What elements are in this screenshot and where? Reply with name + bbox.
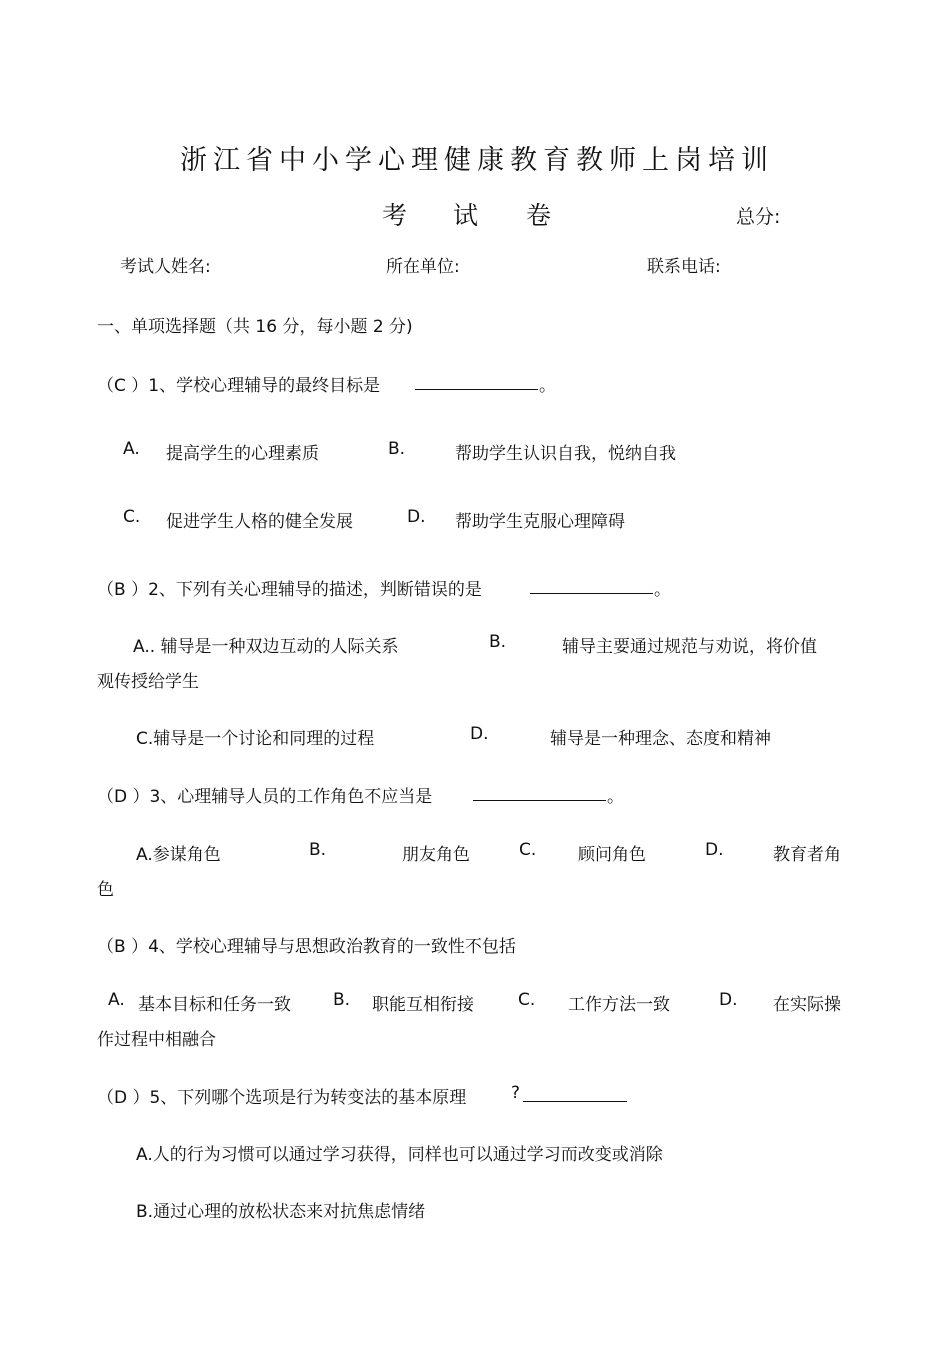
- q4-option-d-letter: D.: [719, 990, 738, 1010]
- question-1-end: 。: [539, 376, 556, 396]
- q2-option-b-wrap: 观传授给学生: [97, 672, 199, 692]
- question-1-blank: [415, 375, 538, 390]
- q1-option-b-text: 帮助学生认识自我，悦纳自我: [455, 444, 676, 464]
- q5-option-a: A.人的行为习惯可以通过学习获得，同样也可以通过学习而改变或消除: [136, 1145, 663, 1165]
- q2-option-d-letter: D.: [470, 724, 489, 744]
- q5-option-b: B.通过心理的放松状态来对抗焦虑情绪: [136, 1202, 426, 1222]
- question-3-stem: （D ）3、心理辅导人员的工作角色不应当是: [97, 787, 433, 807]
- q3-option-a: A.参谋角色: [136, 845, 221, 865]
- total-score-label: 总分:: [736, 206, 781, 228]
- q1-option-d-letter: D.: [407, 507, 426, 527]
- subtitle-char-1: 考: [382, 201, 408, 230]
- question-3-blank: [473, 786, 606, 801]
- q1-option-b-letter: B.: [388, 439, 406, 459]
- q3-option-b-letter: B.: [309, 840, 327, 860]
- q2-option-b-text: 辅导主要通过规范与劝说，将价值: [562, 637, 817, 657]
- page-title: 浙江省中小学心理健康教育教师上岗培训: [180, 145, 774, 176]
- q1-option-c-letter: C.: [123, 507, 141, 527]
- q4-option-d-text: 在实际操: [773, 995, 841, 1015]
- q4-option-a-text: 基本目标和任务一致: [138, 995, 291, 1015]
- question-3-end: 。: [607, 787, 624, 807]
- q3-option-d-letter: D.: [705, 840, 724, 860]
- q1-option-a-text: 提高学生的心理素质: [166, 444, 319, 464]
- q1-option-a-letter: A.: [123, 439, 140, 459]
- subtitle-char-3: 卷: [526, 201, 552, 230]
- question-4-stem: （B ）4、学校心理辅导与思想政治教育的一致性不包括: [97, 937, 516, 957]
- q3-option-d-wrap: 色: [97, 880, 114, 900]
- q1-option-d-text: 帮助学生克服心理障碍: [455, 512, 625, 532]
- q4-option-b-text: 职能互相衔接: [372, 995, 474, 1015]
- q2-option-b-letter: B.: [489, 632, 507, 652]
- subtitle-char-2: 试: [453, 201, 479, 230]
- question-2-blank: [530, 579, 653, 594]
- question-2-end: 。: [654, 580, 671, 600]
- q1-option-c-text: 促进学生人格的健全发展: [166, 512, 353, 532]
- q3-option-b-text: 朋友角色: [402, 845, 470, 865]
- section-heading: 一、单项选择题（共 16 分，每小题 2 分): [97, 317, 413, 337]
- question-1-stem: （C ）1、学校心理辅导的最终目标是: [97, 376, 381, 396]
- q2-option-a: A.. 辅导是一种双边互动的人际关系: [133, 637, 399, 657]
- q4-option-b-letter: B.: [333, 990, 351, 1010]
- question-5-blank: [523, 1087, 627, 1102]
- q2-option-c: C.辅导是一个讨论和同理的过程: [136, 729, 375, 749]
- question-5-qmark: ?: [511, 1083, 521, 1103]
- q4-option-d-wrap: 作过程中相融合: [97, 1030, 216, 1050]
- q3-option-d-text: 教育者角: [773, 845, 841, 865]
- phone-label: 联系电话:: [647, 257, 721, 277]
- q2-option-d-text: 辅导是一种理念、态度和精神: [550, 729, 771, 749]
- examinee-name-label: 考试人姓名:: [120, 257, 211, 277]
- q4-option-a-letter: A.: [108, 990, 125, 1010]
- q3-option-c-letter: C.: [519, 840, 537, 860]
- q4-option-c-letter: C.: [518, 990, 536, 1010]
- question-5-stem: （D ）5、下列哪个选项是行为转变法的基本原理: [97, 1088, 467, 1108]
- q3-option-c-text: 顾问角色: [578, 845, 646, 865]
- q4-option-c-text: 工作方法一致: [568, 995, 670, 1015]
- question-2-stem: （B ）2、下列有关心理辅导的描述，判断错误的是: [97, 580, 482, 600]
- unit-label: 所在单位:: [386, 257, 460, 277]
